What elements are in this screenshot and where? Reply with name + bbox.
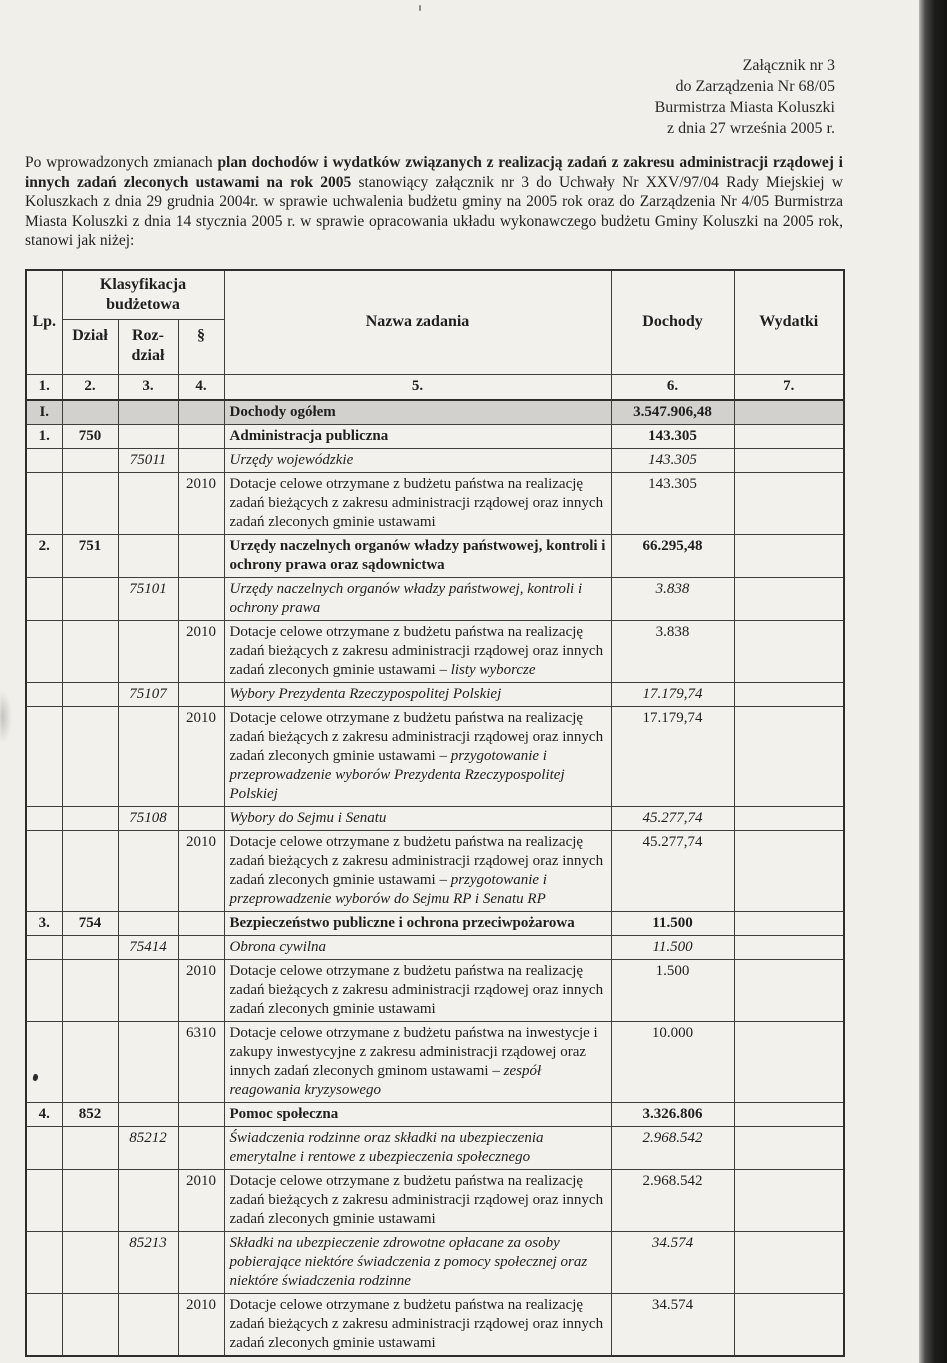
col-header-klasyfikacja: Klasyfikacja budżetowa — [62, 270, 224, 320]
wydatki-cell — [734, 682, 844, 706]
task-name-cell — [224, 706, 611, 806]
col-header-rozdzial: Roz-dział — [118, 319, 178, 374]
task-name-text: Składki na ubezpieczenie zdrowotne opłacane za osoby pobierające niektóre świadczenia z pomocy społecznej oraz niektóre świadczenia rodzinne — [229, 1234, 588, 1289]
wydatki-cell — [734, 830, 844, 911]
task-name-cell — [224, 1169, 611, 1231]
dzial-cell — [62, 806, 118, 830]
lp-cell: 3. — [26, 911, 62, 935]
table-row — [26, 911, 844, 935]
wydatki-cell — [734, 1169, 844, 1231]
task-name-text: Wybory do Sejmu i Senatu — [229, 809, 387, 826]
wydatki-cell — [734, 1021, 844, 1102]
rozdzial-cell — [118, 1293, 178, 1356]
dochody-cell: 3.838 — [611, 577, 734, 620]
paragraf-cell — [178, 935, 224, 959]
lp-cell — [26, 682, 62, 706]
column-number: 3. — [118, 374, 178, 400]
lp-cell — [26, 448, 62, 472]
rozdzial-cell: 75108 — [118, 806, 178, 830]
rozdzial-cell: 75414 — [118, 935, 178, 959]
lp-cell — [26, 1231, 62, 1293]
lp-cell — [26, 706, 62, 806]
column-number: 4. — [178, 374, 224, 400]
dochody-cell: 17.179,74 — [611, 706, 734, 806]
lp-cell — [26, 830, 62, 911]
dochody-cell: 143.305 — [611, 472, 734, 534]
intro-post: stanowiący załącznik nr 3 do Uchwały Nr XXV/97/04 Rady Miejskiej w Koluszkach z dnia 29 grudnia 2004r. w sprawie uchwalenia budżetu gminy na 2005 rok oraz do Zarządzenia Nr 4/05 Burmistrza Miasta Koluszki z dnia 14 stycznia 2005 r. w sprawie opracowania układu wykonawczego budżetu Gminy Koluszki na 2005 rok, stanowi jak niżej: — [25, 173, 843, 250]
attachment-header-line: do Zarządzenia Nr 68/05 — [675, 78, 835, 95]
table-row — [26, 1231, 844, 1293]
paragraf-cell: 2010 — [178, 706, 224, 806]
paragraf-cell — [178, 806, 224, 830]
dzial-cell: 750 — [62, 424, 118, 448]
table-row — [26, 1126, 844, 1169]
rozdzial-cell — [118, 472, 178, 534]
dzial-cell — [62, 400, 118, 425]
task-name-cell — [224, 472, 611, 534]
task-name-italic-suffix: – przygotowanie i przeprowadzenie wyborów Prezydenta Rzeczypospolitej Polskiej — [229, 747, 565, 802]
rozdzial-cell — [118, 620, 178, 682]
lp-cell — [26, 1021, 62, 1102]
task-name-text: Dotacje celowe otrzymane z budżetu państwa na realizację zadań bieżących z zakresu administracji rządowej oraz innych zadań zleconych gminie ustawami — [229, 962, 604, 1017]
table-row — [26, 577, 844, 620]
task-name-text: Dotacje celowe otrzymane z budżetu państwa na inwestycje i zakupy inwestycyjne z zakresu administracji rządowej oraz innych zadań zleconych gminom ustawami — [229, 1024, 598, 1079]
task-name-text: Urzędy naczelnych organów władzy państwowej, kontroli i ochrony prawa oraz sądownictwa — [229, 537, 606, 573]
table-row — [26, 1102, 844, 1126]
paragraf-cell: 2010 — [178, 620, 224, 682]
budget-table-head — [26, 270, 844, 400]
task-name-text: Dotacje celowe otrzymane z budżetu państwa na realizację zadań bieżących z zakresu administracji rządowej oraz innych zadań zleconych gminie ustawami — [229, 623, 604, 678]
rozdzial-cell — [118, 959, 178, 1021]
page-content — [25, 0, 843, 1357]
task-name-text: Dotacje celowe otrzymane z budżetu państwa na realizację zadań bieżących z zakresu administracji rządowej oraz innych zadań zleconych gminie ustawami — [229, 833, 604, 888]
dochody-cell: 2.968.542 — [611, 1126, 734, 1169]
paragraf-cell: 2010 — [178, 959, 224, 1021]
attachment-header-line: Załącznik nr 3 — [742, 57, 835, 74]
task-name-cell — [224, 400, 611, 425]
task-name-italic-suffix: – zespół reagowania kryzysowego — [229, 1062, 542, 1098]
table-row — [26, 472, 844, 534]
table-row — [26, 682, 844, 706]
paragraf-cell — [178, 534, 224, 577]
column-number: 1. — [26, 374, 62, 400]
lp-cell — [26, 935, 62, 959]
lp-cell — [26, 1169, 62, 1231]
rozdzial-cell — [118, 1169, 178, 1231]
dzial-cell — [62, 959, 118, 1021]
paragraf-cell — [178, 1231, 224, 1293]
dochody-cell: 66.295,48 — [611, 534, 734, 577]
dzial-cell — [62, 448, 118, 472]
col-header-dochody: Dochody — [611, 270, 734, 375]
dzial-cell — [62, 706, 118, 806]
wydatki-cell — [734, 1293, 844, 1356]
dochody-cell: 143.305 — [611, 448, 734, 472]
dzial-cell — [62, 472, 118, 534]
task-name-text: Bezpieczeństwo publiczne i ochrona przeciwpożarowa — [229, 914, 575, 931]
task-name-cell — [224, 911, 611, 935]
wydatki-cell — [734, 959, 844, 1021]
dochody-cell: 17.179,74 — [611, 682, 734, 706]
intro-pre: Po wprowadzonych zmianach — [25, 154, 218, 171]
table-row — [26, 830, 844, 911]
task-name-cell — [224, 1293, 611, 1356]
table-row — [26, 534, 844, 577]
paragraf-cell: 2010 — [178, 830, 224, 911]
paragraf-cell — [178, 577, 224, 620]
task-name-italic-suffix: – przygotowanie i przeprowadzenie wyborów do Sejmu RP i Senatu RP — [229, 871, 547, 907]
rozdzial-cell — [118, 1102, 178, 1126]
attachment-header-line: z dnia 27 września 2005 r. — [667, 120, 835, 137]
table-row — [26, 620, 844, 682]
lp-cell: 1. — [26, 424, 62, 448]
dochody-cell: 3.547.906,48 — [611, 400, 734, 425]
task-name-italic-suffix: – listy wyborcze — [439, 661, 536, 678]
task-name-text: Urzędy wojewódzkie — [229, 451, 354, 468]
rozdzial-cell: 75101 — [118, 577, 178, 620]
lp-cell — [26, 577, 62, 620]
paragraf-cell: 2010 — [178, 1293, 224, 1356]
wydatki-cell — [734, 577, 844, 620]
lp-cell: I. — [26, 400, 62, 425]
budget-table — [25, 269, 845, 1357]
rozdzial-cell: 85212 — [118, 1126, 178, 1169]
task-name-cell — [224, 1102, 611, 1126]
task-name-text: Dotacje celowe otrzymane z budżetu państwa na realizację zadań bieżących z zakresu administracji rządowej oraz innych zadań zleconych gminie ustawami — [229, 709, 604, 764]
wydatki-cell — [734, 1126, 844, 1169]
col-header-paragraf: § — [178, 319, 224, 374]
task-name-text: Dotacje celowe otrzymane z budżetu państwa na realizację zadań bieżących z zakresu administracji rządowej oraz innych zadań zleconych gminie ustawami — [229, 1172, 604, 1227]
table-row — [26, 1169, 844, 1231]
table-row — [26, 959, 844, 1021]
rozdzial-cell: 75011 — [118, 448, 178, 472]
wydatki-cell — [734, 472, 844, 534]
rozdzial-cell — [118, 534, 178, 577]
column-number: 5. — [224, 374, 611, 400]
paragraf-cell — [178, 911, 224, 935]
table-row — [26, 935, 844, 959]
scan-smudge-artifact — [0, 692, 11, 742]
paragraf-cell — [178, 448, 224, 472]
paragraf-cell — [178, 682, 224, 706]
attachment-header-line: Burmistrza Miasta Koluszki — [654, 99, 835, 116]
task-name-text: Urzędy naczelnych organów władzy państwowej, kontroli i ochrony prawa — [229, 580, 583, 616]
dzial-cell: 751 — [62, 534, 118, 577]
task-name-cell — [224, 534, 611, 577]
rozdzial-cell — [118, 400, 178, 425]
wydatki-cell — [734, 400, 844, 425]
dochody-cell: 11.500 — [611, 911, 734, 935]
dzial-cell: 754 — [62, 911, 118, 935]
task-name-cell — [224, 1021, 611, 1102]
col-header-nazwa: Nazwa zadania — [224, 270, 611, 375]
lp-cell — [26, 620, 62, 682]
dochody-cell: 45.277,74 — [611, 830, 734, 911]
column-number: 2. — [62, 374, 118, 400]
dochody-cell: 11.500 — [611, 935, 734, 959]
wydatki-cell — [734, 1231, 844, 1293]
table-body — [26, 400, 844, 1356]
paragraf-cell — [178, 424, 224, 448]
dzial-cell — [62, 1169, 118, 1231]
lp-cell — [26, 806, 62, 830]
rozdzial-cell: 85213 — [118, 1231, 178, 1293]
col-header-lp: Lp. — [26, 270, 62, 375]
task-name-text: Świadczenia rodzinne oraz składki na ubezpieczenia emerytalne i rentowe z ubezpieczenia społecznego — [229, 1129, 544, 1165]
task-name-cell — [224, 682, 611, 706]
intro-paragraph — [25, 153, 843, 251]
col-header-wydatki: Wydatki — [734, 270, 844, 375]
dzial-cell — [62, 830, 118, 911]
dzial-cell — [62, 577, 118, 620]
wydatki-cell — [734, 534, 844, 577]
rozdzial-cell — [118, 706, 178, 806]
dzial-cell — [62, 935, 118, 959]
task-name-cell — [224, 1126, 611, 1169]
lp-cell — [26, 472, 62, 534]
column-number: 7. — [734, 374, 844, 400]
paragraf-cell — [178, 1102, 224, 1126]
wydatki-cell — [734, 806, 844, 830]
paragraf-cell: 2010 — [178, 1169, 224, 1231]
task-name-cell — [224, 620, 611, 682]
wydatki-cell — [734, 706, 844, 806]
table-row — [26, 448, 844, 472]
dochody-cell: 3.326.806 — [611, 1102, 734, 1126]
rozdzial-cell — [118, 1021, 178, 1102]
wydatki-cell — [734, 911, 844, 935]
paragraf-cell: 6310 — [178, 1021, 224, 1102]
dochody-cell: 2.968.542 — [611, 1169, 734, 1231]
task-name-cell — [224, 448, 611, 472]
dochody-cell: 1.500 — [611, 959, 734, 1021]
scan-speck-artifact — [419, 5, 421, 11]
dzial-cell: 852 — [62, 1102, 118, 1126]
task-name-text: Dochody ogółem — [229, 403, 336, 420]
dzial-cell — [62, 682, 118, 706]
dzial-cell — [62, 1126, 118, 1169]
task-name-text: Dotacje celowe otrzymane z budżetu państwa na realizację zadań bieżących z zakresu administracji rządowej oraz innych zadań zleconych gminie ustawami — [229, 475, 604, 530]
table-row — [26, 1021, 844, 1102]
rozdzial-cell — [118, 830, 178, 911]
dochody-cell: 10.000 — [611, 1021, 734, 1102]
task-name-cell — [224, 424, 611, 448]
table-row — [26, 424, 844, 448]
lp-cell — [26, 1126, 62, 1169]
rozdzial-cell — [118, 911, 178, 935]
task-name-text: Dotacje celowe otrzymane z budżetu państwa na realizację zadań bieżących z zakresu administracji rządowej oraz innych zadań zleconych gminie ustawami — [229, 1296, 604, 1351]
task-name-text: Pomoc społeczna — [229, 1105, 339, 1122]
wydatki-cell — [734, 620, 844, 682]
lp-cell: 2. — [26, 534, 62, 577]
column-number: 6. — [611, 374, 734, 400]
task-name-cell — [224, 959, 611, 1021]
dzial-cell — [62, 1231, 118, 1293]
task-name-cell — [224, 1231, 611, 1293]
dochody-cell: 34.574 — [611, 1231, 734, 1293]
task-name-text: Obrona cywilna — [229, 938, 327, 955]
col-header-dzial: Dział — [62, 319, 118, 374]
rozdzial-cell — [118, 424, 178, 448]
intro-bold: plan dochodów i wydatków związanych z realizacją zadań z zakresu administracji rządowej i innych zadań zleconych ustawami na rok 2005 — [25, 154, 843, 191]
paragraf-cell: 2010 — [178, 472, 224, 534]
paragraf-cell — [178, 1126, 224, 1169]
wydatki-cell — [734, 1102, 844, 1126]
task-name-cell — [224, 830, 611, 911]
lp-cell: 4. — [26, 1102, 62, 1126]
table-row — [26, 806, 844, 830]
dochody-cell: 45.277,74 — [611, 806, 734, 830]
task-name-cell — [224, 577, 611, 620]
dzial-cell — [62, 620, 118, 682]
paragraf-cell — [178, 400, 224, 425]
wydatki-cell — [734, 448, 844, 472]
dzial-cell — [62, 1293, 118, 1356]
rozdzial-cell: 75107 — [118, 682, 178, 706]
lp-cell — [26, 959, 62, 1021]
wydatki-cell — [734, 424, 844, 448]
dochody-cell: 3.838 — [611, 620, 734, 682]
task-name-text: Wybory Prezydenta Rzeczypospolitej Polskiej — [229, 685, 502, 702]
dochody-cell: 34.574 — [611, 1293, 734, 1356]
task-name-text: Administracja publiczna — [229, 427, 389, 444]
dzial-cell — [62, 1021, 118, 1102]
table-row — [26, 400, 844, 425]
table-row — [26, 1293, 844, 1356]
task-name-cell — [224, 935, 611, 959]
dochody-cell: 143.305 — [611, 424, 734, 448]
table-row — [26, 706, 844, 806]
column-numbers-row — [26, 374, 844, 400]
lp-cell — [26, 1293, 62, 1356]
scan-edge-strip — [919, 0, 947, 1363]
attachment-header — [25, 55, 843, 139]
task-name-cell — [224, 806, 611, 830]
wydatki-cell — [734, 935, 844, 959]
